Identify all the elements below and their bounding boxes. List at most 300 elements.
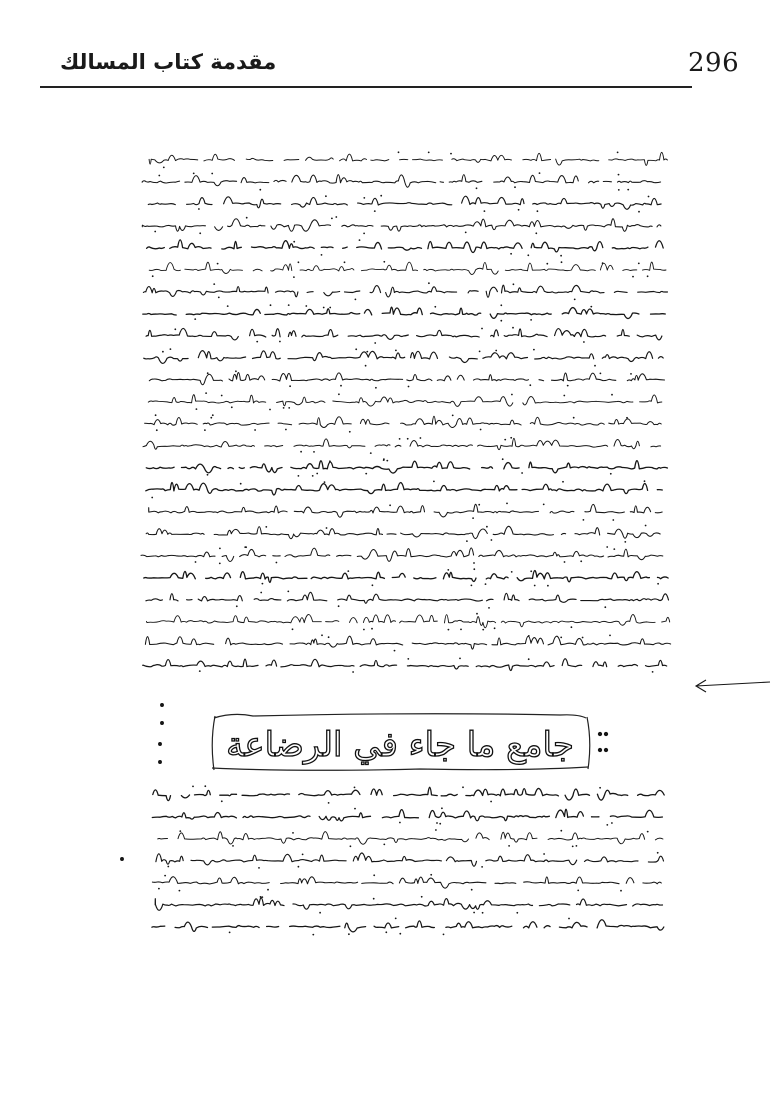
diacritic-dot (466, 540, 468, 542)
diacritic-dot (363, 233, 365, 235)
heading-ornament-dot (604, 748, 607, 751)
diacritic-dot (192, 786, 194, 788)
heading-ornament-dot (598, 748, 601, 751)
diacritic-dot (495, 350, 497, 352)
diacritic-dot (576, 845, 578, 847)
diacritic-dot (506, 503, 508, 505)
diacritic-dot (265, 526, 267, 528)
diacritic-dot (644, 480, 646, 482)
diacritic-dot (152, 275, 154, 277)
diacritic-dot (312, 475, 314, 477)
diacritic-dot (363, 197, 365, 199)
diacritic-dot (408, 386, 410, 388)
manuscript-line (142, 219, 661, 232)
manuscript-line (149, 504, 663, 517)
diacritic-dot (502, 458, 504, 460)
heading-ornament-dot (604, 732, 607, 735)
diacritic-dot (232, 845, 234, 847)
diacritic-dot (321, 634, 323, 636)
diacritic-dot (583, 519, 585, 521)
diacritic-dot (573, 417, 575, 419)
diacritic-dot (399, 438, 401, 440)
diacritic-dot (626, 417, 628, 419)
diacritic-dot (312, 934, 314, 936)
margin-dot (121, 858, 124, 861)
diacritic-dot (606, 824, 608, 826)
diacritic-dot (476, 187, 478, 189)
manuscript-line (143, 438, 661, 449)
diacritic-dot (383, 458, 385, 460)
diacritic-dot (564, 561, 566, 563)
diacritic-dot (657, 852, 659, 854)
diacritic-dot (305, 305, 307, 307)
manuscript-line (142, 175, 661, 188)
diacritic-dot (580, 560, 582, 562)
diacritic-dot (365, 365, 367, 367)
diacritic-dot (472, 517, 474, 519)
diacritic-dot (355, 348, 357, 350)
diacritic-dot (657, 583, 659, 585)
diacritic-dot (293, 241, 295, 243)
diacritic-dot (260, 896, 262, 898)
diacritic-dot (348, 933, 350, 935)
diacritic-dot (328, 636, 330, 638)
diacritic-dot (162, 351, 164, 353)
diacritic-dot (543, 853, 545, 855)
diacritic-dot (270, 304, 272, 306)
diacritic-dot (510, 437, 512, 439)
diacritic-dot (459, 658, 461, 660)
diacritic-dot (618, 174, 620, 176)
page-number: 296 (688, 48, 740, 78)
diacritic-dot (511, 571, 513, 573)
manuscript-line (143, 307, 666, 318)
diacritic-dot (349, 431, 351, 433)
diacritic-dot (617, 152, 619, 154)
diacritic-dot (167, 866, 169, 868)
diacritic-dot (258, 867, 260, 869)
diacritic-dot (329, 307, 331, 309)
manuscript-line (141, 548, 663, 562)
diacritic-dot (212, 414, 214, 416)
diacritic-dot (380, 195, 382, 197)
manuscript-line (147, 614, 670, 627)
diacritic-dot (179, 830, 181, 832)
diacritic-dot (428, 282, 430, 284)
diacritic-dot (537, 210, 539, 212)
diacritic-dot (289, 385, 291, 387)
manuscript-line (147, 240, 664, 253)
diacritic-dot (485, 583, 487, 585)
diacritic-dot (347, 570, 349, 572)
manuscript-line (148, 395, 662, 407)
diacritic-dot (221, 395, 223, 397)
diacritic-dot (430, 874, 432, 876)
manuscript-line (149, 262, 666, 274)
diacritic-dot (420, 437, 422, 439)
diacritic-dot (236, 605, 238, 607)
diacritic-dot (350, 845, 352, 847)
diacritic-dot (481, 866, 483, 868)
diacritic-dot (435, 829, 437, 831)
diacritic-dot (599, 787, 601, 789)
diacritic-dot (158, 175, 160, 177)
manuscript-line (158, 832, 663, 845)
diacritic-dot (261, 896, 263, 898)
diacritic-dot (527, 254, 529, 256)
diacritic-dot (600, 373, 602, 375)
diacritic-dot (256, 341, 258, 343)
diacritic-dot (530, 570, 532, 572)
diacritic-dot (460, 629, 462, 631)
diacritic-dot (561, 261, 563, 263)
diacritic-dot (533, 349, 535, 351)
diacritic-dot (283, 407, 285, 409)
diacritic-dot (433, 481, 435, 483)
diacritic-dot (627, 189, 629, 191)
diacritic-dot (638, 211, 640, 213)
diacritic-dot (279, 341, 281, 343)
diacritic-dot (207, 474, 209, 476)
diacritic-dot (328, 802, 330, 804)
diacritic-dot (476, 613, 478, 615)
chapter-heading-box (212, 714, 590, 771)
diacritic-dot (156, 429, 158, 431)
diacritic-dot (163, 167, 165, 169)
diacritic-dot (383, 261, 385, 263)
diacritic-dot (490, 801, 492, 803)
diacritic-dot (478, 504, 480, 506)
diacritic-dot (491, 539, 493, 541)
manuscript-line (146, 461, 667, 473)
diacritic-dot (375, 387, 377, 389)
diacritic-dot (344, 261, 346, 263)
diacritic-dot (154, 231, 156, 233)
diacritic-dot (582, 637, 584, 639)
manuscript-line (146, 328, 662, 339)
diacritic-dot (508, 845, 510, 847)
diacritic-dot (158, 888, 160, 890)
diacritic-dot (645, 525, 647, 527)
diacritic-dot (374, 342, 376, 344)
diacritic-dot (546, 263, 548, 265)
diacritic-dot (450, 153, 452, 155)
diacritic-dot (482, 912, 484, 914)
diacritic-dot (563, 395, 565, 397)
diacritic-dot (174, 328, 176, 330)
diacritic-dot (518, 209, 520, 211)
diacritic-dot (204, 785, 206, 787)
manuscript-line (144, 351, 664, 364)
diacritic-dot (471, 889, 473, 891)
diacritic-dot (447, 569, 449, 571)
manuscript-line (149, 372, 664, 384)
diacritic-dot (604, 606, 606, 608)
chapter-heading: جامع ما جاء في الرضاعة (226, 725, 574, 765)
diacritic-dot (395, 918, 397, 920)
diacritic-dot (647, 831, 649, 833)
diacritic-dot (302, 854, 304, 856)
diacritic-dot (516, 912, 518, 914)
manuscript-line (152, 809, 662, 821)
diacritic-dot (632, 276, 634, 278)
diacritic-dot (480, 429, 482, 431)
diacritic-dot (443, 934, 445, 936)
diacritic-dot (288, 304, 290, 306)
diacritic-dot (207, 372, 209, 374)
diacritic-dot (513, 283, 515, 285)
diacritic-dot (164, 875, 166, 877)
margin-dot (161, 704, 164, 707)
diacritic-dot (462, 786, 464, 788)
diacritic-dot (611, 394, 613, 396)
diacritic-dot (479, 351, 481, 353)
diacritic-dot (372, 584, 374, 586)
diacritic-dot (211, 173, 213, 175)
manuscript-line (146, 592, 669, 603)
diacritic-dot (196, 408, 198, 410)
manuscript-line (146, 483, 663, 495)
diacritic-dot (510, 253, 512, 255)
diacritic-dot (547, 585, 549, 587)
diacritic-dot (359, 239, 361, 241)
diacritic-dot (609, 635, 611, 637)
manuscript-line (146, 526, 660, 538)
diacritic-dot (562, 481, 564, 483)
diacritic-dot (231, 406, 233, 408)
diacritic-dot (217, 263, 219, 265)
diacritic-dot (481, 328, 483, 330)
manuscript-line (153, 787, 664, 800)
manuscript-line (148, 196, 661, 209)
diacritic-dot (355, 299, 357, 301)
diacritic-dot (213, 283, 215, 285)
diacritic-dot (529, 384, 531, 386)
diacritic-dot (500, 320, 502, 322)
diacritic-dot (155, 414, 157, 416)
diacritic-dot (371, 628, 373, 630)
diacritic-dot (652, 671, 654, 673)
diacritic-dot (567, 385, 569, 387)
diacritic-dot (221, 800, 223, 802)
diacritic-dot (534, 585, 536, 587)
diacritic-dot (323, 307, 325, 309)
diacritic-dot (245, 546, 247, 548)
diacritic-dot (373, 874, 375, 876)
diacritic-dot (246, 217, 248, 219)
diacritic-dot (373, 898, 375, 900)
diacritic-dot (269, 409, 271, 411)
diacritic-dot (482, 629, 484, 631)
diacritic-dot (473, 912, 475, 914)
diacritic-dot (267, 889, 269, 891)
diacritic-dot (648, 196, 650, 198)
diacritic-dot (329, 460, 331, 462)
diacritic-dot (262, 583, 264, 585)
manuscript-line (145, 416, 662, 427)
diacritic-dot (494, 627, 496, 629)
diacritic-dot (386, 460, 388, 462)
diacritic-dot (448, 629, 450, 631)
diacritic-dot (363, 629, 365, 631)
manuscript-line (149, 152, 667, 165)
diacritic-dot (574, 299, 576, 301)
diacritic-dot (488, 607, 490, 609)
diacritic-dot (288, 407, 290, 409)
margin-dot (159, 743, 162, 746)
diacritic-dot (227, 305, 229, 307)
diacritic-dot (465, 232, 467, 234)
diacritic-dot (612, 519, 614, 521)
diacritic-dot (568, 918, 570, 920)
diacritic-dot (240, 483, 242, 485)
diacritic-dot (292, 628, 294, 630)
manuscript-line (156, 853, 664, 866)
diacritic-dot (298, 866, 300, 868)
diacritic-dot (259, 189, 261, 191)
diacritic-dot (571, 626, 573, 628)
diacritic-dot (572, 846, 574, 848)
diacritic-dot (325, 195, 327, 197)
diacritic-dot (530, 319, 532, 321)
diacritic-dot (218, 297, 220, 299)
manuscript-line (152, 877, 661, 888)
diacritic-dot (385, 931, 387, 933)
manuscript-line (145, 636, 670, 649)
diacritic-dot (319, 912, 321, 914)
diacritic-dot (354, 808, 356, 810)
diacritic-dot (439, 823, 441, 825)
margin-arrow (696, 680, 770, 692)
diacritic-dot (219, 548, 221, 550)
diacritic-dot (484, 210, 486, 212)
manuscript-line (152, 920, 664, 932)
diacritic-dot (374, 210, 376, 212)
diacritic-dot (630, 373, 632, 375)
diacritic-dot (195, 561, 197, 563)
diacritic-dot (611, 822, 613, 824)
diacritic-dot (421, 896, 423, 898)
diacritic-dot (407, 438, 409, 440)
diacritic-dot (560, 830, 562, 832)
manuscript-handwriting (141, 151, 671, 935)
heading-ornament-dot (598, 732, 601, 735)
diacritic-dot (528, 635, 530, 637)
diacritic-dot (618, 189, 620, 191)
diacritic-dot (194, 318, 196, 320)
diacritic-dot (395, 350, 397, 352)
diacritic-dot (620, 890, 622, 892)
diacritic-dot (198, 208, 200, 210)
diacritic-dot (647, 275, 649, 277)
diacritic-dot (511, 394, 513, 396)
diacritic-dot (229, 932, 231, 934)
diacritic-dot (394, 650, 396, 652)
diacritic-dot (383, 844, 385, 846)
diacritic-dot (199, 232, 201, 234)
diacritic-dot (366, 351, 368, 353)
diacritic-dot (338, 605, 340, 607)
diacritic-dot (441, 807, 443, 809)
diacritic-dot (539, 172, 541, 174)
diacritic-dot (535, 232, 537, 234)
diacritic-dot (235, 370, 237, 372)
margin-dot (161, 722, 164, 725)
diacritic-dot (293, 276, 295, 278)
diacritic-dot (193, 173, 195, 175)
diacritic-dot (398, 151, 400, 153)
diacritic-dot (313, 451, 315, 453)
diacritic-dot (500, 304, 502, 306)
diacritic-dot (179, 890, 181, 892)
diacritic-dot (285, 429, 287, 431)
diacritic-dot (590, 306, 592, 308)
diacritic-dot (287, 591, 289, 593)
diacritic-dot (606, 546, 608, 548)
diacritic-dot (352, 671, 354, 673)
diacritic-dot (321, 254, 323, 256)
diacritic-dot (340, 385, 342, 387)
diacritic-dot (260, 592, 262, 594)
diacritic-dot (428, 152, 430, 154)
diacritic-dot (434, 306, 436, 308)
diacritic-dot (624, 541, 626, 543)
diacritic-dot (543, 504, 545, 506)
diacritic-dot (199, 670, 201, 672)
diacritic-dot (324, 481, 326, 483)
diacritic-dot (331, 218, 333, 220)
diacritic-dot (407, 658, 409, 660)
diacritic-dot (335, 216, 337, 218)
diacritic-dot (338, 393, 340, 395)
diacritic-dot (486, 526, 488, 528)
diacritic-dot (521, 472, 523, 474)
diacritic-dot (473, 568, 475, 570)
diacritic-dot (471, 585, 473, 587)
diacritic-dot (473, 562, 475, 564)
diacritic-dot (205, 392, 207, 394)
diacritic-dot (399, 933, 401, 935)
diacritic-dot (170, 348, 172, 350)
diacritic-dot (638, 263, 640, 265)
diacritic-dot (512, 327, 514, 329)
diacritic-dot (436, 822, 438, 824)
diacritic-dot (204, 429, 206, 431)
diacritic-dot (300, 451, 302, 453)
diacritic-dot (602, 262, 604, 264)
manuscript-line (155, 898, 662, 911)
diacritic-dot (276, 562, 278, 564)
diacritic-dot (219, 563, 221, 565)
diacritic-dot (613, 548, 615, 550)
diacritic-dot (151, 497, 153, 499)
diacritic-dot (583, 341, 585, 343)
diacritic-dot (326, 527, 328, 529)
diacritic-dot (560, 255, 562, 257)
diacritic-dot (399, 822, 401, 824)
diacritic-dot (389, 504, 391, 506)
running-title: مقدمة كتاب المسالك (60, 50, 277, 74)
diacritic-dot (560, 637, 562, 639)
diacritic-dot (292, 832, 294, 834)
diacritic-dot (452, 415, 454, 417)
diacritic-dot (594, 365, 596, 367)
manuscript-line (143, 285, 667, 297)
diacritic-dot (610, 473, 612, 475)
diacritic-dot (365, 473, 367, 475)
diacritic-dot (298, 261, 300, 263)
diacritic-dot (528, 658, 530, 660)
